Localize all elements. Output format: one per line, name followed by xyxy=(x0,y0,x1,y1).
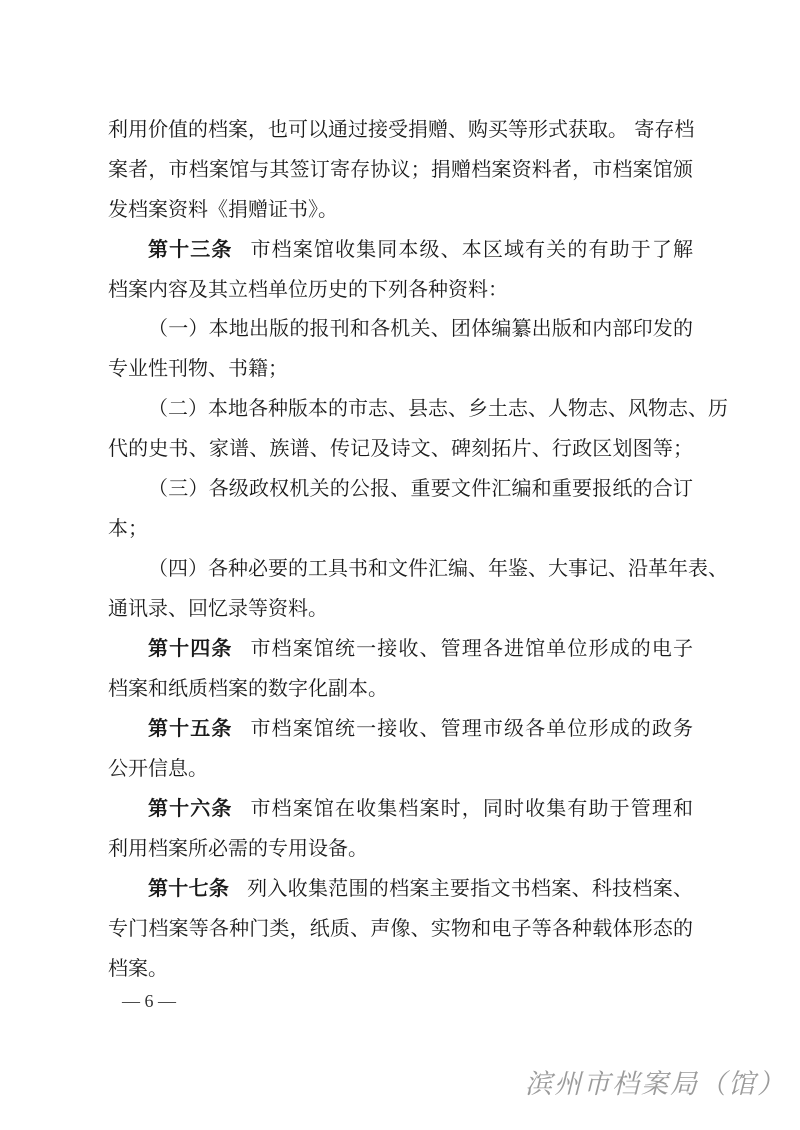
article-heading: 第十四条 xyxy=(148,636,233,660)
list-item-line: 专业性刊物、书籍； xyxy=(108,356,288,380)
article-text: 市档案馆统一接收、管理市级各单位形成的政务 xyxy=(250,716,693,740)
article-14-line xyxy=(148,636,693,660)
paragraph-line: 发档案资料《捐赠证书》。 xyxy=(108,197,338,221)
list-item-line: 代的史书、家谱、族谱、传记及诗文、碑刻拓片、行政区划图等； xyxy=(108,436,693,460)
article-16-line xyxy=(148,796,693,820)
paragraph-line: 专门档案等各种门类，纸质、声像、实物和电子等各种载体形态的 xyxy=(108,916,693,940)
article-text: 列入收集范围的档案主要指文书档案、科技档案、 xyxy=(247,876,694,900)
paragraph-line: 利用档案所必需的专用设备。 xyxy=(108,836,368,860)
list-item-line: 本； xyxy=(108,516,148,540)
page-number: — 6 — xyxy=(122,991,176,1011)
paragraph-line: 档案和纸质档案的数字化副本。 xyxy=(108,676,388,700)
paragraph-line: 档案。 xyxy=(108,956,168,980)
article-heading: 第十七条 xyxy=(148,876,230,900)
list-item-line: （二）本地各种版本的市志、县志、乡土志、人物志、风物志、历 xyxy=(148,396,728,420)
article-15-line xyxy=(148,716,693,740)
list-item-line: （一）本地出版的报刊和各机关、团体编纂出版和内部印发的 xyxy=(148,316,693,340)
article-heading: 第十五条 xyxy=(148,716,233,740)
paragraph-line: 档案内容及其立档单位历史的下列各种资料： xyxy=(108,277,508,301)
article-text: 市档案馆收集同本级、本区域有关的有助于了解 xyxy=(250,237,693,261)
paragraph-line: 案者，市档案馆与其签订寄存协议；捐赠档案资料者，市档案馆颁 xyxy=(108,157,693,181)
list-item-line: 通讯录、回忆录等资料。 xyxy=(108,596,328,620)
article-heading: 第十六条 xyxy=(148,796,233,820)
article-text: 市档案馆统一接收、管理各进馆单位形成的电子 xyxy=(250,636,693,660)
article-text: 市档案馆在收集档案时，同时收集有助于管理和 xyxy=(250,796,693,820)
paragraph-line: 利用价值的档案，也可以通过接受捐赠、购买等形式获取。 寄存档 xyxy=(108,117,695,141)
list-item-line: （三）各级政权机关的公报、重要文件汇编和重要报纸的合订 xyxy=(148,476,693,500)
paragraph-line: 公开信息。 xyxy=(108,756,208,780)
article-heading: 第十三条 xyxy=(148,237,233,261)
list-item-line: （四）各种必要的工具书和文件汇编、年鉴、大事记、沿革年表、 xyxy=(148,556,728,580)
article-17-line xyxy=(148,876,693,900)
watermark: 滨州市档案局（馆） xyxy=(525,1069,786,1100)
article-13-line xyxy=(148,237,693,261)
